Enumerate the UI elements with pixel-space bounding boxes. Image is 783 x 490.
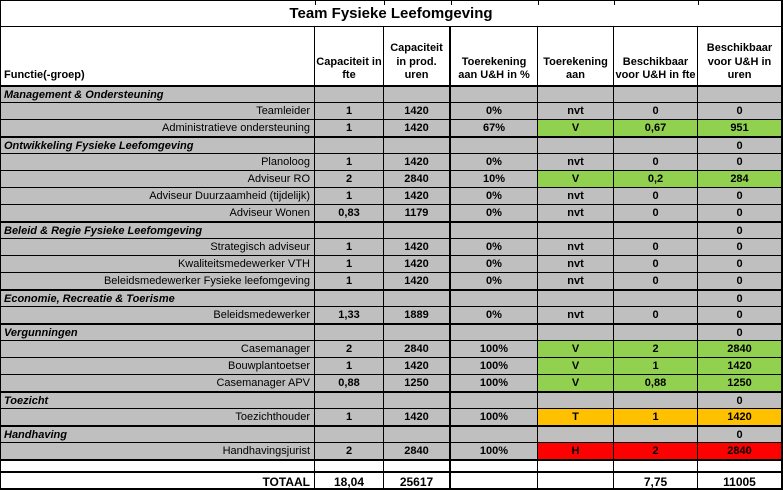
cell-functie[interactable]: Ontwikkeling Fysieke Leefomgeving [1, 138, 315, 153]
cell-functie[interactable]: Planoloog [1, 154, 315, 170]
cell-beschikbaar-fte[interactable]: 0,67 [614, 120, 698, 136]
cell-capaciteit-prod-uren[interactable]: 2840 [384, 443, 451, 459]
cell-capaciteit-fte[interactable] [315, 87, 384, 102]
cell-toerekening-aan[interactable] [538, 393, 614, 408]
cell-functie[interactable]: Teamleider [1, 103, 315, 119]
cell-beschikbaar-fte[interactable]: 0 [614, 103, 698, 119]
cell-beschikbaar-uren[interactable] [698, 87, 781, 102]
cell-capaciteit-prod-uren[interactable]: 1250 [384, 375, 451, 391]
cell-capaciteit-prod-uren[interactable]: 1420 [384, 273, 451, 289]
cell-beschikbaar-fte[interactable]: 0 [614, 205, 698, 221]
cell-beschikbaar-fte[interactable] [614, 427, 698, 442]
cell-capaciteit-prod-uren[interactable]: 1420 [384, 188, 451, 204]
cell-capaciteit-prod-uren[interactable]: 1420 [384, 256, 451, 272]
header-capaciteit-prod-uren[interactable]: Capaciteit in prod. uren [384, 27, 451, 85]
header-beschikbaar-uren[interactable]: Beschikbaar voor U&H in uren [706, 41, 773, 82]
cell-beschikbaar-fte[interactable] [614, 223, 698, 238]
group-row [1, 391, 781, 408]
cell-capaciteit-fte[interactable]: 1 [315, 358, 384, 374]
cell-beschikbaar-fte[interactable]: 0 [614, 154, 698, 170]
cell-capaciteit-fte[interactable]: 2 [315, 443, 384, 459]
cell-capaciteit-fte[interactable]: 0,88 [315, 375, 384, 391]
cell-capaciteit-prod-uren[interactable] [384, 87, 451, 102]
cell-capaciteit-fte[interactable]: 2 [315, 171, 384, 187]
cell-beschikbaar-fte[interactable]: 7,75 [614, 473, 698, 490]
cell-toerekening-pct[interactable] [451, 223, 538, 238]
gridline-tick [698, 1, 699, 5]
cell-beschikbaar-uren[interactable]: 0 [736, 428, 743, 441]
cell-beschikbaar-uren[interactable]: 1420 [698, 409, 781, 425]
cell-capaciteit-fte[interactable]: 1 [315, 256, 384, 272]
group-row [1, 323, 781, 340]
cell-beschikbaar-fte[interactable]: 2 [614, 341, 698, 357]
spacer-row [1, 459, 781, 471]
cell-toerekening-aan[interactable]: nvt [538, 239, 614, 255]
cell-beschikbaar-fte[interactable]: 2 [614, 443, 698, 459]
cell-beschikbaar-uren[interactable]: 2840 [698, 443, 781, 459]
cell-functie[interactable]: Handhaving [1, 427, 315, 442]
cell-capaciteit-prod-uren[interactable]: 2840 [384, 341, 451, 357]
cell-toerekening-pct[interactable]: 100% [451, 358, 538, 374]
cell-beschikbaar-uren[interactable]: 0 [736, 105, 743, 117]
cell-toerekening-pct[interactable]: 100% [451, 443, 538, 459]
header-functie-groep[interactable]: Functie(-groep) [1, 27, 315, 85]
cell-capaciteit-fte[interactable] [315, 138, 384, 153]
cell-capaciteit-fte[interactable]: 2 [315, 341, 384, 357]
gridline-tick [614, 1, 615, 5]
cell-capaciteit-prod-uren[interactable] [384, 291, 451, 306]
cell-toerekening-aan[interactable] [538, 461, 614, 471]
cell-capaciteit-prod-uren[interactable] [384, 461, 451, 471]
cell-toerekening-pct[interactable]: 100% [451, 409, 538, 425]
cell-beschikbaar-fte[interactable] [614, 461, 698, 471]
cell-toerekening-pct[interactable]: 0% [451, 154, 538, 170]
cell-toerekening-aan[interactable]: nvt [538, 103, 614, 119]
cell-functie[interactable]: Adviseur Wonen [1, 205, 315, 221]
cell-capaciteit-fte[interactable] [315, 223, 384, 238]
cell-capaciteit-fte[interactable] [315, 291, 384, 306]
cell-toerekening-pct[interactable]: 10% [451, 171, 538, 187]
table-row [1, 255, 781, 272]
cell-capaciteit-fte[interactable]: 1 [315, 120, 384, 136]
cell-beschikbaar-uren[interactable]: 1420 [698, 358, 781, 374]
cell-beschikbaar-uren[interactable]: 0 [736, 190, 743, 202]
cell-toerekening-pct[interactable] [451, 393, 538, 408]
cell-beschikbaar-uren[interactable]: 0 [736, 326, 743, 339]
table-row [1, 272, 781, 289]
cell-functie[interactable]: Vergunningen [1, 325, 315, 340]
group-row [1, 136, 781, 153]
header-row [1, 27, 781, 85]
cell-toerekening-aan[interactable] [538, 223, 614, 238]
cell-capaciteit-fte[interactable]: 1 [315, 154, 384, 170]
cell-toerekening-pct[interactable] [451, 473, 538, 490]
group-row [1, 221, 781, 238]
cell-beschikbaar-fte[interactable] [614, 325, 698, 340]
cell-toerekening-pct[interactable] [451, 427, 538, 442]
cell-capaciteit-fte[interactable] [315, 393, 384, 408]
cell-beschikbaar-uren[interactable]: 1250 [698, 375, 781, 391]
cell-beschikbaar-uren[interactable] [698, 461, 781, 471]
cell-beschikbaar-fte[interactable] [614, 291, 698, 306]
cell-toerekening-pct[interactable]: 0% [451, 103, 538, 119]
cell-capaciteit-fte[interactable]: 1,33 [315, 307, 384, 323]
group-row [1, 85, 781, 102]
cell-beschikbaar-uren[interactable]: 0 [736, 309, 743, 321]
cell-toerekening-pct[interactable]: 0% [451, 273, 538, 289]
cell-capaciteit-fte[interactable] [315, 325, 384, 340]
cell-toerekening-aan[interactable]: nvt [538, 256, 614, 272]
gridline-tick [315, 1, 316, 5]
cell-functie[interactable]: Toezicht [1, 393, 315, 408]
cell-capaciteit-fte[interactable]: 1 [315, 273, 384, 289]
table-row [1, 170, 781, 187]
cell-functie[interactable]: Bouwplantoetser [1, 358, 315, 374]
cell-toerekening-aan[interactable]: T [538, 409, 614, 425]
header-toerekening-pct[interactable]: Toerekening aan U&H in % [451, 27, 538, 85]
header-toerekening-aan[interactable]: Toerekening aan [538, 27, 614, 85]
cell-toerekening-aan[interactable]: nvt [538, 307, 614, 323]
cell-capaciteit-prod-uren[interactable] [384, 138, 451, 153]
cell-functie[interactable]: Casemanager APV [1, 375, 315, 391]
table-row [1, 187, 781, 204]
gridline-tick [384, 1, 385, 5]
cell-functie[interactable]: Handhavingsjurist [1, 443, 315, 459]
cell-capaciteit-prod-uren[interactable]: 1889 [384, 307, 451, 323]
table-row [1, 102, 781, 119]
cell-beschikbaar-uren[interactable]: 0 [736, 139, 743, 152]
cell-functie[interactable]: Management & Ondersteuning [1, 87, 315, 102]
cell-beschikbaar-fte[interactable] [614, 393, 698, 408]
cell-functie[interactable]: Economie, Recreatie & Toerisme [1, 291, 315, 306]
header-capaciteit-fte[interactable]: Capaciteit in fte [315, 27, 384, 85]
cell-capaciteit-fte[interactable]: 0,83 [315, 205, 384, 221]
cell-toerekening-pct[interactable]: 67% [451, 120, 538, 136]
gridline-tick [451, 1, 452, 5]
table-row [1, 442, 781, 459]
cell-capaciteit-fte[interactable] [315, 427, 384, 442]
cell-toerekening-pct[interactable] [451, 138, 538, 153]
table-row [1, 340, 781, 357]
cell-toerekening-aan[interactable]: V [538, 358, 614, 374]
cell-toerekening-pct[interactable] [451, 325, 538, 340]
cell-toerekening-aan[interactable]: nvt [538, 273, 614, 289]
cell-toerekening-aan[interactable]: V [538, 341, 614, 357]
cell-functie[interactable]: Beleid & Regie Fysieke Leefomgeving [1, 223, 315, 238]
gridline-tick [538, 1, 539, 5]
cell-capaciteit-fte[interactable]: 1 [315, 239, 384, 255]
cell-capaciteit-prod-uren[interactable]: 1420 [384, 358, 451, 374]
cell-capaciteit-prod-uren[interactable] [384, 325, 451, 340]
cell-capaciteit-prod-uren[interactable] [384, 393, 451, 408]
cell-toerekening-pct[interactable]: 0% [451, 256, 538, 272]
cell-capaciteit-fte[interactable] [315, 461, 384, 471]
cell-toerekening-pct[interactable]: 0% [451, 188, 538, 204]
cell-beschikbaar-uren[interactable]: 0 [736, 207, 743, 219]
cell-beschikbaar-fte[interactable]: 0 [614, 188, 698, 204]
table-body [1, 85, 781, 490]
cell-beschikbaar-uren[interactable]: 284 [698, 171, 781, 187]
cell-functie[interactable] [1, 461, 315, 471]
cell-beschikbaar-uren[interactable]: 0 [736, 394, 743, 407]
cell-toerekening-aan[interactable] [538, 291, 614, 306]
cell-beschikbaar-fte[interactable]: 1 [614, 409, 698, 425]
cell-beschikbaar-fte[interactable]: 0 [614, 239, 698, 255]
cell-functie[interactable]: Administratieve ondersteuning [1, 120, 315, 136]
cell-functie[interactable]: Beleidsmedewerker Fysieke leefomgeving [1, 273, 315, 289]
cell-functie[interactable]: Beleidsmedewerker [1, 307, 315, 323]
cell-capaciteit-prod-uren[interactable]: 1420 [384, 103, 451, 119]
cell-beschikbaar-uren[interactable]: 0 [736, 156, 743, 168]
header-beschikbaar-fte[interactable]: Beschikbaar voor U&H in fte [614, 27, 698, 85]
cell-beschikbaar-uren[interactable]: 2840 [698, 341, 781, 357]
cell-capaciteit-prod-uren[interactable]: 1420 [384, 120, 451, 136]
cell-toerekening-aan[interactable]: nvt [538, 154, 614, 170]
cell-toerekening-pct[interactable]: 100% [451, 341, 538, 357]
cell-functie[interactable]: Strategisch adviseur [1, 239, 315, 255]
cell-toerekening-pct[interactable] [451, 461, 538, 471]
cell-capaciteit-fte[interactable]: 1 [315, 188, 384, 204]
table-row [1, 238, 781, 255]
cell-beschikbaar-uren[interactable]: 0 [736, 258, 743, 270]
group-row [1, 425, 781, 442]
cell-capaciteit-prod-uren[interactable] [384, 427, 451, 442]
cell-toerekening-aan[interactable]: H [538, 443, 614, 459]
table-row [1, 408, 781, 425]
cell-toerekening-aan[interactable] [538, 138, 614, 153]
cell-toerekening-pct[interactable]: 100% [451, 375, 538, 391]
total-row [1, 471, 781, 490]
cell-beschikbaar-fte[interactable] [614, 87, 698, 102]
cell-capaciteit-fte[interactable]: 1 [315, 103, 384, 119]
cell-beschikbaar-uren[interactable]: 0 [736, 224, 743, 237]
table-row [1, 357, 781, 374]
cell-capaciteit-prod-uren[interactable]: 1420 [384, 409, 451, 425]
cell-functie[interactable]: Adviseur Duurzaamheid (tijdelijk) [1, 188, 315, 204]
cell-toerekening-pct[interactable] [451, 291, 538, 306]
group-row [1, 289, 781, 306]
table-row [1, 306, 781, 323]
table-row [1, 153, 781, 170]
cell-beschikbaar-uren[interactable]: 0 [736, 241, 743, 253]
cell-capaciteit-prod-uren[interactable] [384, 223, 451, 238]
cell-functie[interactable]: TOTAAL [1, 473, 315, 490]
cell-toerekening-aan[interactable]: nvt [538, 188, 614, 204]
cell-toerekening-aan[interactable]: V [538, 375, 614, 391]
table-title [1, 1, 781, 27]
cell-beschikbaar-fte[interactable]: 0 [614, 273, 698, 289]
cell-beschikbaar-uren[interactable]: 0 [736, 292, 743, 305]
cell-beschikbaar-uren[interactable]: 951 [698, 120, 781, 136]
cell-functie[interactable]: Casemanager [1, 341, 315, 357]
cell-capaciteit-fte[interactable]: 18,04 [315, 473, 384, 490]
cell-beschikbaar-uren[interactable]: 11005 [723, 474, 756, 489]
table-row [1, 204, 781, 221]
cell-toerekening-pct[interactable] [451, 87, 538, 102]
cell-capaciteit-prod-uren[interactable]: 25617 [384, 473, 451, 490]
cell-beschikbaar-fte[interactable]: 0,88 [614, 375, 698, 391]
cell-toerekening-aan[interactable] [538, 325, 614, 340]
cell-beschikbaar-fte[interactable]: 0 [614, 307, 698, 323]
table-title-text: Team Fysieke Leefomgeving [289, 5, 493, 22]
cell-functie[interactable]: Toezichthouder [1, 409, 315, 425]
cell-beschikbaar-fte[interactable]: 1 [614, 358, 698, 374]
cell-functie[interactable]: Adviseur RO [1, 171, 315, 187]
cell-capaciteit-prod-uren[interactable]: 1420 [384, 239, 451, 255]
cell-toerekening-aan[interactable]: nvt [538, 205, 614, 221]
table-row [1, 119, 781, 136]
cell-toerekening-aan[interactable] [538, 87, 614, 102]
cell-toerekening-pct[interactable]: 0% [451, 205, 538, 221]
cell-toerekening-pct[interactable]: 0% [451, 239, 538, 255]
cell-capaciteit-prod-uren[interactable]: 1420 [384, 154, 451, 170]
cell-capaciteit-fte[interactable]: 1 [315, 409, 384, 425]
cell-capaciteit-prod-uren[interactable]: 2840 [384, 171, 451, 187]
cell-functie[interactable]: Kwaliteitsmedewerker VTH [1, 256, 315, 272]
cell-toerekening-pct[interactable]: 0% [451, 307, 538, 323]
cell-beschikbaar-uren[interactable]: 0 [736, 275, 743, 287]
cell-beschikbaar-fte[interactable]: 0,2 [614, 171, 698, 187]
cell-toerekening-aan[interactable]: V [538, 171, 614, 187]
cell-toerekening-aan[interactable]: V [538, 120, 614, 136]
cell-beschikbaar-fte[interactable] [614, 138, 698, 153]
cell-beschikbaar-fte[interactable]: 0 [614, 256, 698, 272]
cell-capaciteit-prod-uren[interactable]: 1179 [384, 205, 451, 221]
cell-toerekening-aan[interactable] [538, 473, 614, 490]
table-row [1, 374, 781, 391]
cell-toerekening-aan[interactable] [538, 427, 614, 442]
